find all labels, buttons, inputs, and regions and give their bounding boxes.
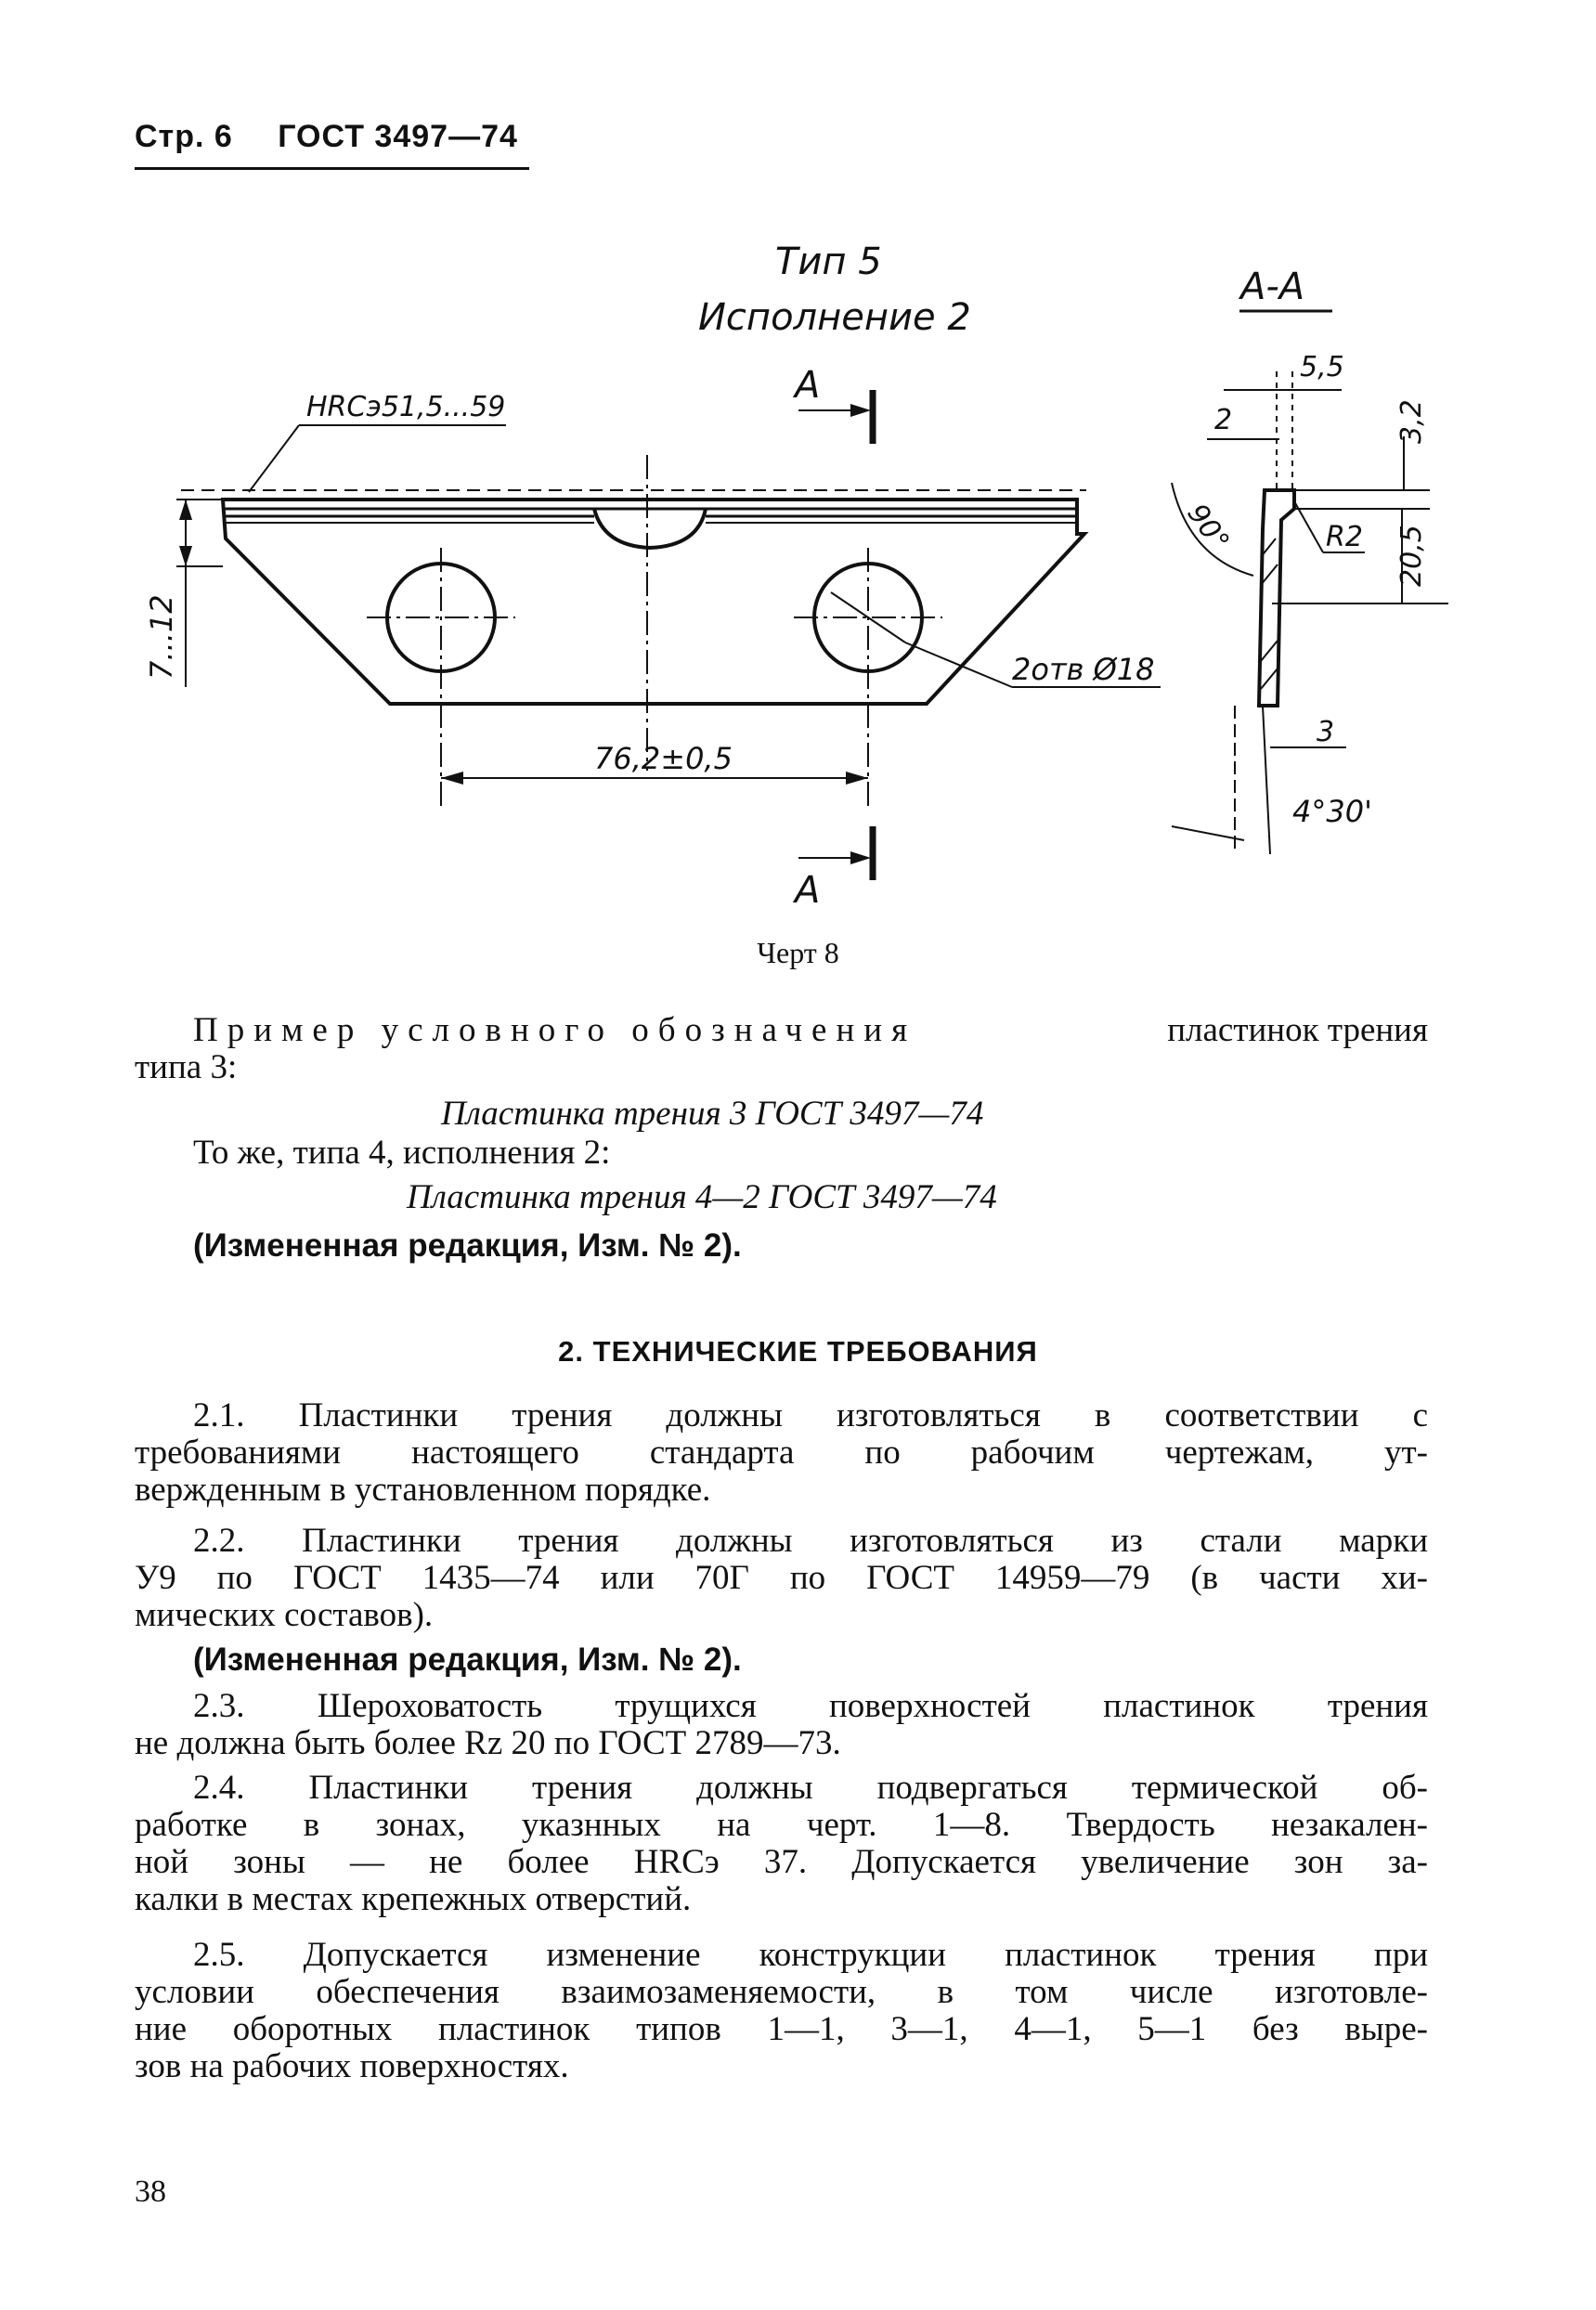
plate-notch: [594, 509, 706, 548]
figure-caption: Черт 8: [757, 936, 839, 969]
section-title: 2. ТЕХНИЧЕСКИЕ ТРЕБОВАНИЯ: [558, 1335, 1038, 1368]
cut-letter-bottom: А: [795, 869, 821, 912]
dim-5-5: 5,5: [1300, 351, 1344, 383]
hardness-label: HRCэ51,5...59: [306, 391, 506, 423]
example-intro: [193, 1012, 1428, 1049]
paragraph-2-3: 2.3. Шероховатость трущихся поверхностей пластинок трения не должна быть более Rz 20 по ГОСТ 2789—73.: [135, 1687, 1428, 1762]
technical-drawing: [0, 0, 1596, 928]
example-intro-line2: типа 3:: [135, 1048, 238, 1086]
cut-letter-top: А: [795, 364, 821, 407]
section-profile: [1259, 490, 1294, 706]
variant-label: Исполнение 2: [698, 296, 971, 339]
page-label: Стр. 6: [135, 119, 233, 154]
amendment-note-1: (Измененная редакция, Изм. № 2).: [193, 1227, 742, 1264]
spacing-dimension: 76,2±0,5: [594, 741, 733, 776]
example-same-line: То же, типа 4, исполнения 2:: [193, 1134, 611, 1172]
plate-outline: [223, 500, 1084, 704]
paragraph-2-5: 2.5. Допускается изменение конструкции пластинок трения при условии обеспечения взаимозаменяемости, в том числе изготовле- ние оборотных пластинок типов 1—1, 3—1, 4—1, 5—1 без выре- зов на рабочих поверхностях.: [135, 1936, 1428, 2085]
dim-3: 3: [1317, 716, 1335, 748]
example-designation-1: Пластинка трения 3 ГОСТ 3497—74: [441, 1095, 984, 1133]
example-intro-spaced: Пример условного обозначения: [193, 1011, 917, 1049]
holes-label: 2отв Ø18: [1012, 652, 1155, 687]
radius-label: R2: [1326, 521, 1363, 553]
angle-4-30: 4°30': [1292, 794, 1372, 829]
paragraph-2-2: 2.2. Пластинки трения должны изготовляться из стали марки У9 по ГОСТ 1435—74 или 70Г по ГОСТ 14959—79 (в части хи- мических составов).: [135, 1522, 1428, 1634]
type-label: Тип 5: [775, 240, 882, 283]
paragraph-2-1: 2.1. Пластинки трения должны изготовляться в соответствии с требованиями настоящего стандарта по рабочим чертежам, ут- вержденным в установленном порядке.: [135, 1396, 1428, 1509]
example-intro-rest: пластинок трения: [1167, 1011, 1428, 1049]
dim-3-2: 3,2: [1395, 399, 1428, 444]
example-designation-2: Пластинка трения 4—2 ГОСТ 3497—74: [407, 1178, 997, 1216]
amendment-note-2: (Измененная редакция, Изм. № 2).: [193, 1642, 742, 1678]
page-number: 38: [135, 2174, 166, 2209]
angle-90: 90°: [1180, 498, 1236, 558]
standard-number: ГОСТ 3497—74: [278, 119, 518, 154]
dim-20-5: 20,5: [1395, 525, 1428, 587]
dim-2: 2: [1214, 404, 1233, 436]
section-label: А-А: [1240, 266, 1305, 308]
height-dimension: 7...12: [144, 594, 179, 680]
paragraph-2-4: 2.4. Пластинки трения должны подвергаться термической об- работке в зонах, указнных на черт. 1—8. Твердость незакален- ной зоны — не более HRCэ 37. Допускается увеличение зон за- калки в местах крепежных отверстий.: [135, 1769, 1428, 1918]
